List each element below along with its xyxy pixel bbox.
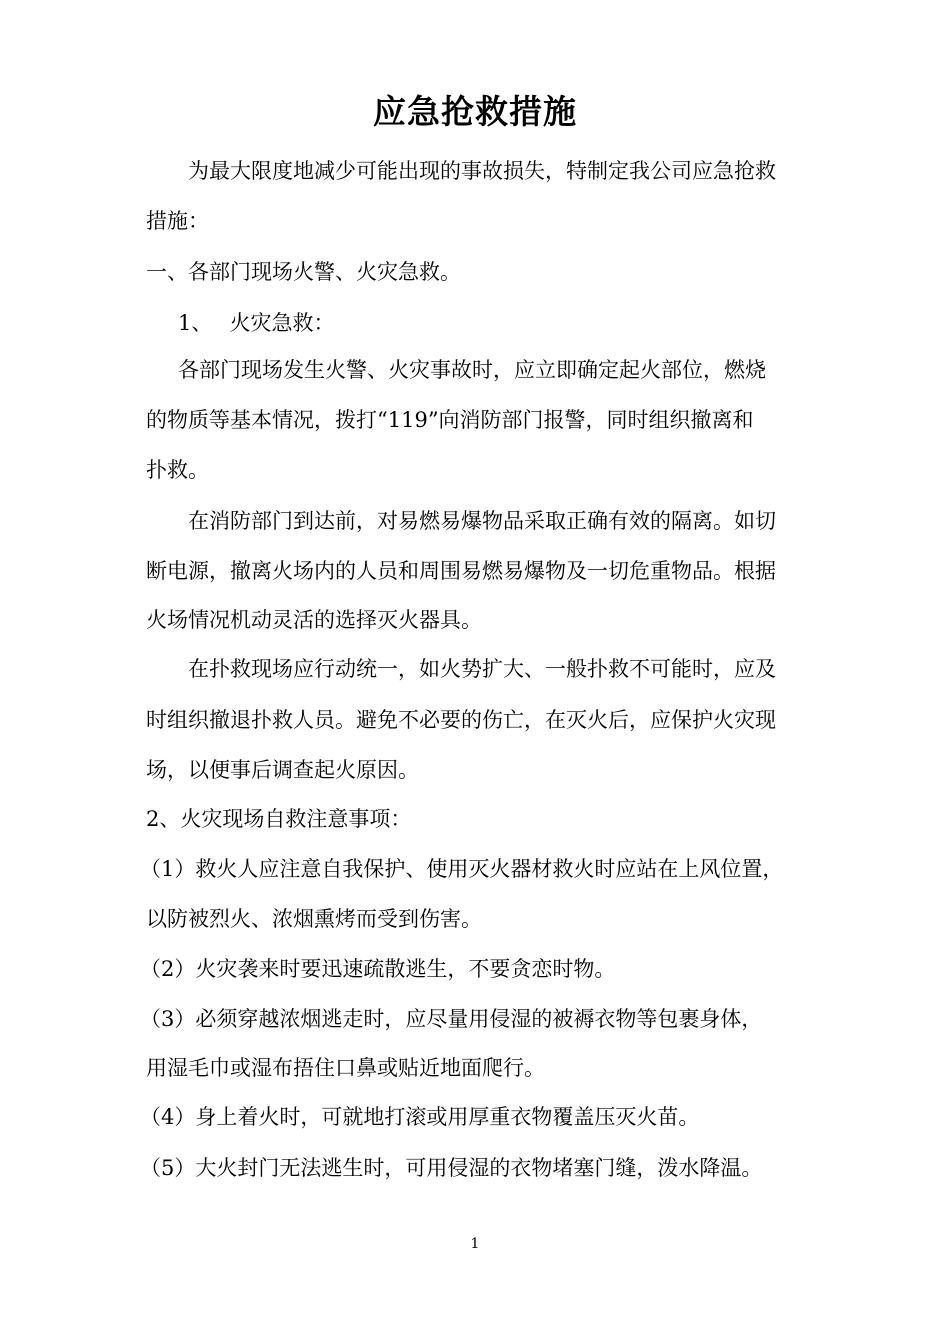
paragraph-line: 措施： [146, 209, 209, 233]
paragraph-line: 火场情况机动灵活的选择灭火器具。 [146, 608, 482, 632]
section-heading: 一、各部门现场火警、火灾急救。 [146, 260, 461, 284]
list-item: （4）身上着火时，可就地打滚或用厚重衣物覆盖压灭火苗。 [140, 1105, 700, 1129]
paragraph-line: 用湿毛巾或湿布捂住口鼻或贴近地面爬行。 [146, 1056, 545, 1080]
list-item: （1）救火人应注意自我保护、使用灭火器材救火时应站在上风位置， [140, 857, 784, 881]
paragraph-line: 为最大限度地减少可能出现的事故损失，特制定我公司应急抢救 [188, 159, 776, 183]
paragraph-line: 在消防部门到达前，对易燃易爆物品采取正确有效的隔离。如切 [188, 509, 776, 533]
subsection-heading: 2、火灾现场自救注意事项： [146, 807, 412, 831]
list-item: （3）必须穿越浓烟逃走时，应尽量用侵湿的被褥衣物等包裹身体， [140, 1007, 763, 1031]
paragraph-line: 时组织撤退扑救人员。避免不必要的伤亡，在灭火后，应保护火灾现 [146, 708, 776, 732]
paragraph-line: 断电源，撤离火场内的人员和周围易燃易爆物及一切危重物品。根据 [146, 559, 776, 583]
document-title: 应急抢救措施 [373, 92, 577, 131]
paragraph-line: 以防被烈火、浓烟熏烤而受到伤害。 [146, 907, 482, 931]
paragraph-line: 扑救。 [146, 458, 209, 482]
paragraph-line: 场，以便事后调查起火原因。 [146, 758, 419, 782]
subsection-heading: 1、 火灾急救： [178, 311, 335, 335]
paragraph-line: 在扑救现场应行动统一，如火势扩大、一般扑救不可能时，应及 [188, 657, 776, 681]
paragraph-line: 各部门现场发生火警、火灾事故时，应立即确定起火部位，燃烧 [178, 358, 766, 382]
list-item: （5）大火封门无法逃生时，可用侵湿的衣物堵塞门缝，泼水降温。 [140, 1156, 763, 1180]
list-item: （2）火灾袭来时要迅速疏散逃生，不要贪恋时物。 [140, 957, 616, 981]
paragraph-line: 的物质等基本情况，拨打“119”向消防部门报警，同时组织撤离和 [146, 408, 754, 432]
page-number: 1 [470, 1236, 480, 1252]
